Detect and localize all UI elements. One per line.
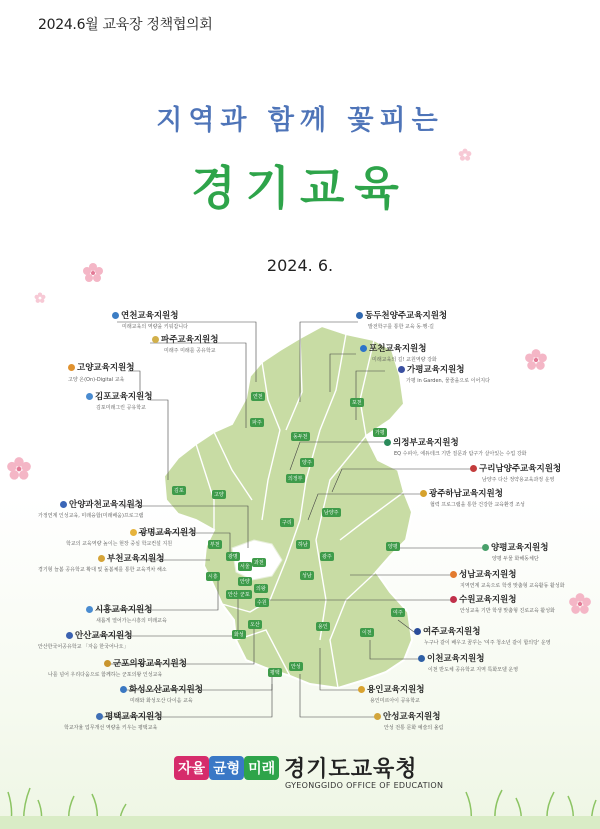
office-desc: 남양주 다산 정약용교육과정 운영: [482, 477, 555, 483]
office-label: 포천교육지원청: [360, 344, 426, 354]
office-label: 파주교육지원청: [152, 335, 218, 345]
office-desc: EQ 수피아, 에듀테크 기반 질문과 탐구가 살아있는 수업 강화: [394, 451, 527, 457]
office-desc: 미래교육의 역량을 키워갑니다: [122, 324, 188, 330]
office-desc: 미래주 미래를 공유학교: [164, 348, 216, 354]
city-tag: 안산: [228, 592, 238, 598]
office-desc: 경기형 늘봄 공유학교 확대 및 돌봄체를 통한 교육격차 해소: [38, 567, 167, 573]
office-desc: 협력 프로그램을 통한 건강한 교육환경 조성: [430, 502, 525, 508]
city-tag: 용인: [318, 624, 328, 630]
logo-tag: 균형: [209, 756, 244, 780]
organization-name: 경기도교육청: [284, 757, 418, 782]
office-label: 구리남양주교육지원청: [470, 464, 561, 474]
office-label: 수원교육지원청: [450, 595, 516, 605]
city-tag: 안성: [291, 664, 301, 670]
office-label: 부천교육지원청: [98, 554, 164, 564]
meeting-title: 2024.6월 교육장 정책협의회: [38, 17, 213, 33]
office-desc: 나를 넘어 우리다움으로 함께하는 군포의왕 인성교육: [48, 672, 163, 678]
city-tag: 광주: [322, 554, 332, 560]
office-label: 이천교육지원청: [418, 654, 484, 664]
city-tag: 오산: [250, 622, 260, 628]
office-desc: 양평 두물 화해동체단: [492, 556, 539, 562]
office-desc: 학교자율 업무개선 역량을 키우는 평택교육: [64, 725, 158, 731]
office-label: 용인교육지원청: [358, 685, 424, 695]
office-label: 김포교육지원청: [86, 392, 152, 402]
office-label: 여주교육지원청: [414, 627, 480, 637]
city-tag: 양평: [388, 544, 398, 550]
office-desc: 안성교육 기반 학생 맞춤형 진로교육 활성화: [460, 608, 555, 614]
office-label: 안성교육지원청: [374, 712, 440, 722]
office-label: 안산교육지원청: [66, 631, 132, 641]
city-tag: 포천: [352, 400, 362, 406]
office-label: 연천교육지원청: [112, 311, 178, 321]
city-tag: 연천: [253, 394, 263, 400]
logo-tag: 미래: [244, 756, 279, 780]
office-desc: 발전학구를 통한 교육 동·행·길: [368, 324, 434, 330]
office-label: 광명교육지원청: [130, 528, 196, 538]
city-tag: 고양: [214, 492, 224, 498]
slogan-logo: [174, 756, 279, 780]
city-tag: 군포: [240, 592, 250, 598]
office-desc: 김포미래그린 공유학교: [96, 405, 146, 411]
city-tag: 여주: [393, 610, 403, 616]
office-desc: 미래교육의 길! 교원역량 강화: [372, 357, 437, 363]
city-tag: 화성: [234, 632, 244, 638]
office-desc: 지역연계 교육으로 학생 맞춤형 교육활동 활성화: [460, 583, 565, 589]
city-tag: 이천: [362, 630, 372, 636]
office-desc: 안산한국어공유학교 「자음 한국어나오」: [38, 644, 129, 650]
city-tag: 성남: [302, 573, 312, 579]
city-tag: 구리: [282, 520, 292, 526]
city-tag: 김포: [174, 488, 184, 494]
office-label: 안양과천교육지원청: [60, 500, 143, 510]
city-tag: 과천: [254, 560, 264, 566]
office-label: 광주하남교육지원청: [420, 489, 503, 499]
office-desc: 가평 in Garden, 물줄을으로 이어지다: [406, 378, 490, 384]
office-desc: 누구나 같이 배우고 꿈꾸는 '여주 청소년 같이 합의당' 운영: [424, 640, 551, 646]
office-desc: 미래와 화성오산 다이음 교육: [130, 698, 193, 704]
office-desc: 고양 온(On)-Digital 교육: [68, 377, 125, 383]
main-title: 경기교육: [191, 161, 409, 215]
document-date: 2024. 6.: [266, 256, 334, 275]
city-tag: 동두천: [293, 434, 308, 440]
city-tag: 수원: [257, 600, 267, 606]
office-desc: 가정연계 인성교육, 미래융합(미래배움)프로그램: [38, 513, 144, 519]
office-label: 성남교육지원청: [450, 570, 516, 580]
office-desc: 이천 반도체 공유학교 지역 특화모델 운영: [428, 667, 519, 673]
slogan: 지역과 함께 꽃피는: [156, 105, 444, 136]
city-tag: 안양: [240, 579, 250, 585]
office-desc: 학교의 교육역량 높이는 현장 중심 학교컨설 지원: [66, 541, 173, 547]
office-label: 평택교육지원청: [96, 712, 162, 722]
city-tag: 시흥: [208, 574, 218, 580]
office-label: 양평교육지원청: [482, 543, 548, 553]
office-label: 시흥교육지원청: [86, 605, 152, 615]
city-tag: 광명: [228, 554, 238, 560]
office-label: 고양교육지원청: [68, 363, 134, 373]
office-label: 가평교육지원청: [398, 365, 464, 375]
city-tag: 서울: [240, 564, 250, 570]
office-label: 의정부교육지원청: [384, 438, 459, 448]
city-tag: 하남: [298, 542, 308, 548]
city-tag: 부천: [210, 542, 220, 548]
office-desc: 새롭게 열어가는시흥의 미래교육: [96, 618, 167, 624]
office-label: 군포의왕교육지원청: [104, 659, 187, 669]
logo-tag: 자율: [174, 756, 209, 780]
organization-name-english: GYEONGGIDO OFFICE OF EDUCATION: [285, 781, 444, 790]
city-tag: 파주: [252, 420, 262, 426]
city-tag: 양주: [302, 460, 312, 466]
office-desc: 안성 전통 문화 예술의 올림: [384, 725, 444, 731]
office-label: 화성오산교육지원청: [120, 685, 203, 695]
office-desc: 용인미르아이 공유학교: [370, 698, 420, 704]
city-tag: 가평: [375, 430, 385, 436]
city-tag: 의왕: [256, 586, 266, 592]
city-tag: 평택: [270, 670, 280, 676]
city-tag: 의정부: [288, 476, 303, 482]
city-tag: 남양주: [324, 510, 339, 516]
office-label: 동두천양주교육지원청: [356, 311, 447, 321]
